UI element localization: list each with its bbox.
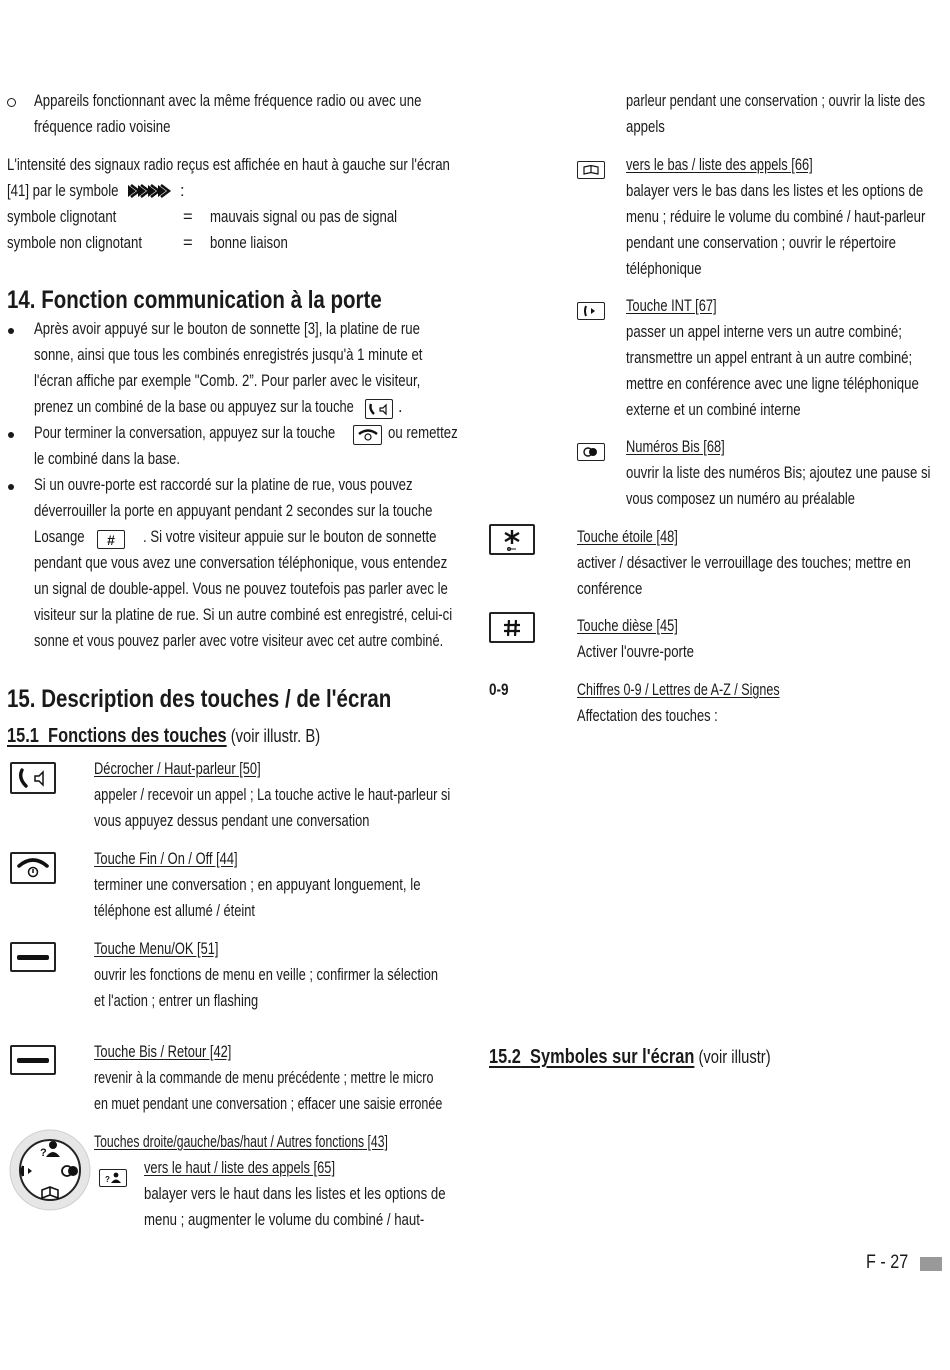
item-desc: passer un appel interne vers un autre combiné; bbox=[626, 323, 902, 341]
hash-desc: Activer l'ouvre-porte bbox=[577, 643, 694, 661]
section-15-1-title bbox=[7, 725, 320, 748]
end-call-icon bbox=[10, 852, 56, 884]
page-bar bbox=[920, 1257, 942, 1271]
bullet-circle bbox=[7, 98, 16, 107]
s152-title: Symboles sur l'écran bbox=[530, 1046, 695, 1068]
s151-gap bbox=[39, 725, 48, 747]
item-desc: transmettre un appel entrant à un autre combiné; bbox=[626, 349, 913, 367]
section-15-title: 15. Description des touches / de l'écran bbox=[7, 685, 392, 713]
s14-b3-line: Si un ouvre-porte est raccordé sur la platine de rue, vous pouvez bbox=[34, 476, 413, 494]
digits-title: Chiffres 0-9 / Lettres de A-Z / Signes bbox=[577, 681, 780, 699]
svg-text:?: ? bbox=[105, 1175, 110, 1184]
s14-b1-line: sonne, ainsi que tous les combinés enregistrés jusqu'à 1 minute et bbox=[34, 346, 423, 364]
key-title: Touche Bis / Retour [42] bbox=[94, 1043, 232, 1061]
s14-b1-end: . bbox=[398, 398, 403, 416]
star-desc: conférence bbox=[577, 580, 643, 598]
key-desc: revenir à la commande de menu précédente ; mettre le micro bbox=[94, 1069, 434, 1087]
key-desc: appeler / recevoir un appel ; La touche active le haut-parleur si bbox=[94, 786, 451, 804]
page-number: F - 27 bbox=[866, 1252, 909, 1273]
key-desc: téléphone est allumé / éteint bbox=[94, 902, 255, 920]
redial-dash-icon bbox=[10, 1045, 56, 1075]
right-cont-line: parleur pendant une conservation ; ouvrir la liste des bbox=[626, 92, 926, 110]
item-desc: vous composez un numéro au préalable bbox=[626, 490, 855, 508]
menu-dash-icon bbox=[10, 942, 56, 972]
item-desc: ouvrir la liste des numéros Bis; ajoutez une pause si bbox=[626, 464, 931, 482]
right-cont-line: appels bbox=[626, 118, 665, 136]
digits-label: 0-9 bbox=[489, 681, 509, 699]
section-15-2-title bbox=[489, 1046, 771, 1069]
svg-text:?: ? bbox=[40, 1147, 47, 1159]
s14-b1-line: l'écran affiche par exemple "Comb. 2”. Pour parler avec le visiteur, bbox=[34, 372, 421, 390]
s14-b2-line: ou remettez bbox=[388, 424, 458, 442]
hash-title: Touche dièse [45] bbox=[577, 617, 678, 635]
key-desc: en muet pendant une conversation ; effacer une saisie erronée bbox=[94, 1095, 443, 1113]
item-desc: pendant une conservation ; ouvrir le répertoire bbox=[626, 234, 897, 252]
item-desc: externe et un combiné interne bbox=[626, 401, 801, 419]
bullet1-line1: Appareils fonctionnant avec la même fréquence radio ou avec une bbox=[34, 92, 422, 110]
hash-key-icon bbox=[489, 612, 535, 643]
s14-b1-line: prenez un combiné de la base ou appuyez sur la touche bbox=[34, 398, 354, 416]
nav-up-title: vers le haut / liste des appels [65] bbox=[144, 1159, 336, 1177]
int-arrow-icon bbox=[577, 302, 605, 320]
s151-num: 15.1 bbox=[7, 725, 39, 747]
key-desc: terminer une conversation ; en appuyant longuement, le bbox=[94, 876, 421, 894]
item-desc: menu ; réduire le volume du combiné / haut-parleur bbox=[626, 208, 926, 226]
item-title: Numéros Bis [68] bbox=[626, 438, 725, 456]
signal-row-value: bonne liaison bbox=[210, 234, 288, 252]
signal-intro-line1: L'intensité des signaux radio reçus est affichée en haut à gauche sur l'écran bbox=[7, 156, 450, 174]
section-14-title: 14. Fonction communication à la porte bbox=[7, 286, 382, 314]
signal-intro-line2: [41] par le symbole bbox=[7, 182, 119, 200]
key-desc: ouvrir les fonctions de menu en veille ; confirmer la sélection bbox=[94, 966, 439, 984]
nav-up-desc: balayer vers le haut dans les listes et les options de bbox=[144, 1185, 446, 1203]
key-title: Touche Menu/OK [51] bbox=[94, 940, 219, 958]
key-title: Touches droite/gauche/bas/haut / Autres fonctions [43] bbox=[94, 1133, 388, 1151]
key-desc: vous appuyez dessus pendant une conversation bbox=[94, 812, 370, 830]
signal-intro-colon: : bbox=[180, 182, 185, 200]
signal-row-eq: = bbox=[183, 234, 193, 252]
item-desc: balayer vers le bas dans les listes et les options de bbox=[626, 182, 924, 200]
s14-b3-line: sonne et vous pouvez parler avec votre visiteur avec cet autre combiné. bbox=[34, 632, 444, 650]
end-call-icon bbox=[353, 425, 382, 445]
s151-title: Fonctions des touches bbox=[48, 725, 227, 747]
contact-icon bbox=[99, 1169, 127, 1187]
bullet-dot bbox=[8, 484, 14, 490]
key-title: Touche Fin / On / Off [44] bbox=[94, 850, 238, 868]
item-desc: mettre en conférence avec une ligne téléphonique bbox=[626, 375, 919, 393]
bullet1-line2: fréquence radio voisine bbox=[34, 118, 171, 136]
nav-up-desc: menu ; augmenter le volume du combiné / haut- bbox=[144, 1211, 425, 1229]
signal-row-label: symbole non clignotant bbox=[7, 234, 143, 252]
s14-b2-line: le combiné dans la base. bbox=[34, 450, 181, 468]
s152-note: (voir illustr) bbox=[694, 1047, 771, 1067]
signal-arrows-icon bbox=[128, 184, 176, 198]
key-desc: et l'action ; entrer un flashing bbox=[94, 992, 259, 1010]
key-title: Décrocher / Haut-parleur [50] bbox=[94, 760, 261, 778]
phonebook-icon bbox=[577, 161, 605, 179]
s152-num: 15.2 bbox=[489, 1046, 521, 1068]
s14-b3-line: déverrouiller la porte en appuyant pendant 2 secondes sur la touche bbox=[34, 502, 433, 520]
s151-note: (voir illustr. B) bbox=[226, 726, 321, 746]
s14-b2-line: Pour terminer la conversation, appuyez sur la touche bbox=[34, 424, 336, 442]
star-key-icon bbox=[489, 524, 535, 555]
signal-row-label: symbole clignotant bbox=[7, 208, 117, 226]
bullet-dot bbox=[8, 328, 14, 334]
item-title: vers le bas / liste des appels [66] bbox=[626, 156, 813, 174]
redial-circles-icon bbox=[577, 443, 605, 461]
s14-b3-line: un signal de double-appel. Vous ne pouvez toutefois pas parler avec le bbox=[34, 580, 448, 598]
s14-b1-line: Après avoir appuyé sur le bouton de sonnette [3], la platine de rue bbox=[34, 320, 420, 338]
star-title: Touche étoile [48] bbox=[577, 528, 678, 546]
item-title: Touche INT [67] bbox=[626, 297, 717, 315]
s152-gap bbox=[521, 1046, 530, 1068]
s14-b3-line: pendant que vous avez une conversation téléphonique, vous entendez bbox=[34, 554, 448, 572]
bullet-dot bbox=[8, 432, 14, 438]
signal-row-value: mauvais signal ou pas de signal bbox=[210, 208, 398, 226]
s14-b3-line: . Si votre visiteur appuie sur le bouton de sonnette bbox=[143, 528, 437, 546]
signal-row-eq: = bbox=[183, 208, 193, 226]
hash-key-icon: # bbox=[97, 530, 125, 549]
star-desc: activer / désactiver le verrouillage des touches; mettre en bbox=[577, 554, 911, 572]
handset-speaker-icon bbox=[365, 399, 393, 419]
handset-speaker-icon bbox=[10, 762, 56, 794]
s14-b3-line: Losange bbox=[34, 528, 85, 546]
digits-desc: Affectation des touches : bbox=[577, 707, 718, 725]
s14-b3-line: visiteur sur la platine de rue. Si un autre combiné est enregistré, celui-ci bbox=[34, 606, 453, 624]
nav-wheel-icon bbox=[6, 1126, 94, 1214]
item-desc: téléphonique bbox=[626, 260, 702, 278]
